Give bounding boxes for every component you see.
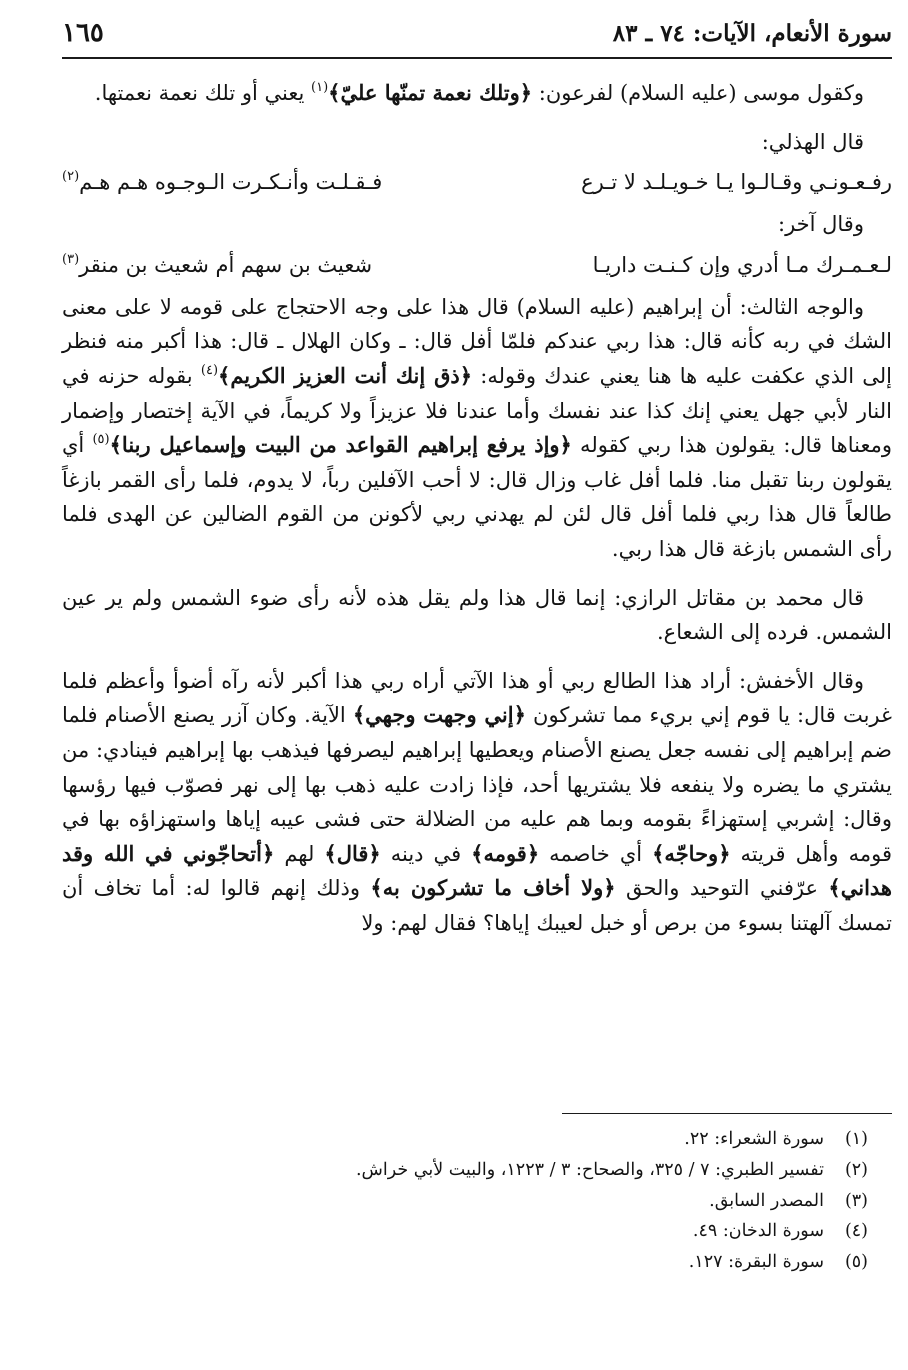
paragraph: [62, 664, 892, 941]
text-run: وذلك إنهم قالوا له: أما تخاف أن تمسك آلهتنا بسوء من برص أو خبل لعيبك إياها؟ فقال لهم: ولا: [62, 876, 892, 935]
text-run: يعني أو تلك نعمة نعمتها.: [94, 81, 312, 105]
quran-verse: ﴿وإذ يرفع إبراهيم القواعد من البيت وإسماعيل ربنا﴾: [109, 432, 572, 458]
footnote: [48, 1124, 868, 1155]
text-run: وقال الأخفش: أراد هذا الطالع ربي أو هذا الآتي أراه ربي هذا أكبر لأنه رآه أضوأ وأعظم فلما غربت قال: يا قوم إني بريء مما تشركون: [62, 668, 892, 728]
footnote: [48, 1155, 868, 1186]
paragraph: وقال آخر:: [778, 212, 864, 237]
paragraph: قال محمد بن مقاتل الرازي: إنما قال هذا ولم يقل هذه لأنه رأى ضوء الشمس ولم ير عين الشمس. فرده إلى الشعاع.: [62, 585, 892, 645]
text-run: في دينه: [380, 841, 472, 866]
poem-text: شعيث بن سهم أم شعيث بن منقر: [79, 252, 373, 277]
footnote-ref: (٤): [200, 362, 219, 378]
text-run: وكقول موسى (عليه السلام) لفرعون:: [532, 81, 864, 105]
poem-hemistich: [62, 165, 382, 200]
footnote: [48, 1186, 868, 1217]
text-run: أي يقولون ربنا تقبل منا. فلما أفل غاب وزال قال: لا أحب الآفلين رباً، لا يدوم، فلما رأى القمر بازغاً طالعاً قال هذا ربي فلما أفل قال لئن لم يهدني ربي لأكونن من القوم الضالين عن الهدى فلما رأى الشمس بازغة قال هذا ربي.: [62, 433, 892, 561]
poem-hemistich: لـعـمـرك مـا أدري وإن كـنـت داريـا: [592, 252, 892, 277]
quran-verse: ﴿قومه﴾: [471, 840, 540, 866]
quran-verse: ﴿إني وجهت وجهي﴾: [352, 702, 526, 728]
footnote-ref: (٢): [62, 169, 80, 185]
poem-hemistich: [62, 248, 372, 283]
footnote-number: (٥): [844, 1252, 868, 1273]
quran-verse: ﴿ذق إنك أنت العزيز الكريم﴾: [218, 362, 473, 388]
text-run: الآية. وكان آزر يصنع الأصنام فلما ضم إبراهيم إلى نفسه جعل يصنع الأصنام ويعطيها إبراهيم ليصرفها فيذهب بها إبراهيم فينادي: من يشتري ما يضره ولا ينفعه فلا يشتريها أحد، فإذا زادت عليه ذهب بها إلى نهر فصوّب فيها رؤسها وقال: إشربي إستهزاءً بقومه وبما هم عليه من الضلالة حتى فشى عيبه إياها واستهزاؤه بها في قومه وأهل قريته: [62, 703, 892, 866]
poem-verse: [62, 165, 892, 203]
footnote-number: (٢): [844, 1159, 868, 1180]
footnote-separator: [562, 1113, 892, 1114]
paragraph: [62, 290, 892, 567]
poem-text: فـقـلـت وأنـكـرت الـوجـوه هـم هـم: [79, 170, 383, 195]
footnote-text: سورة البقرة: ١٢٧.: [688, 1252, 824, 1273]
running-head: [62, 18, 892, 50]
text-run: أي خاصمه: [539, 841, 653, 866]
header-rule: [62, 57, 892, 59]
quran-verse: ﴿وحاجّه﴾: [652, 840, 731, 866]
paragraph: قال الهذلي:: [761, 129, 864, 154]
footnotes: [48, 1124, 868, 1278]
poem-hemistich: رفـعـونـي وقـالـوا يـا خـويـلـد لا تـرع: [581, 170, 892, 195]
footnote-ref: (٥): [92, 432, 110, 448]
quran-verse: ﴿قال﴾: [324, 840, 381, 866]
footnote-number: (٣): [844, 1190, 868, 1211]
paragraph: [62, 76, 892, 111]
footnote-ref: (١): [311, 80, 329, 95]
text-run: عرّفني التوحيد والحق: [615, 876, 829, 901]
quran-verse: ﴿ولا أخاف ما تشركون به﴾: [370, 875, 616, 901]
footnote: [48, 1216, 868, 1247]
footnote-text: سورة الدخان: ٤٩.: [692, 1221, 824, 1242]
text-run: والوجه الثالث: أن إبراهيم (عليه السلام) قال هذا على وجه الاحتجاج على قومه لا على معنى الشك في ربه كأنه قال: هذا ربي عندكم فلمّا أفل قال: ـ وكان الهلال ـ قال: هذا أكبر منه فنظر إلى الذي عكفت عليه ها هنا يعني عندك وقوله:: [62, 294, 893, 388]
footnote-number: (٤): [844, 1221, 868, 1242]
quran-verse: ﴿وتلك نعمة تمنّها عليّ﴾: [328, 80, 533, 105]
chapter-title: سورة الأنعام، الآيات: ٧٤ ـ ٨٣: [612, 20, 892, 47]
footnote-text: المصدر السابق.: [709, 1190, 824, 1211]
footnote-text: سورة الشعراء: ٢٢.: [684, 1129, 824, 1149]
footnote-number: (١): [844, 1129, 868, 1149]
text-run: لهم: [274, 841, 325, 866]
footnote-text: تفسير الطبري: ٧ / ٣٢٥، والصحاح: ٣ / ١٢٢٣، والبيت لأبي خراش.: [355, 1159, 824, 1180]
text-run: بقوله حزنه في النار لأبي جهل يعني إنك كذا عند نفسك وأما عندنا فلا عزيزاً ولا كريماً، في الآية إختصار وإضمار ومعناها قال: يقولون هذا ربي كقوله: [62, 363, 892, 458]
poem-verse: [62, 248, 892, 286]
page-number: ١٦٥: [62, 18, 104, 48]
quran-verse: ﴿أتحاجّوني في الله وقد هداني﴾: [62, 840, 893, 901]
footnote: [48, 1247, 868, 1278]
footnote-ref: (٣): [62, 251, 80, 267]
main-text: [62, 76, 892, 940]
